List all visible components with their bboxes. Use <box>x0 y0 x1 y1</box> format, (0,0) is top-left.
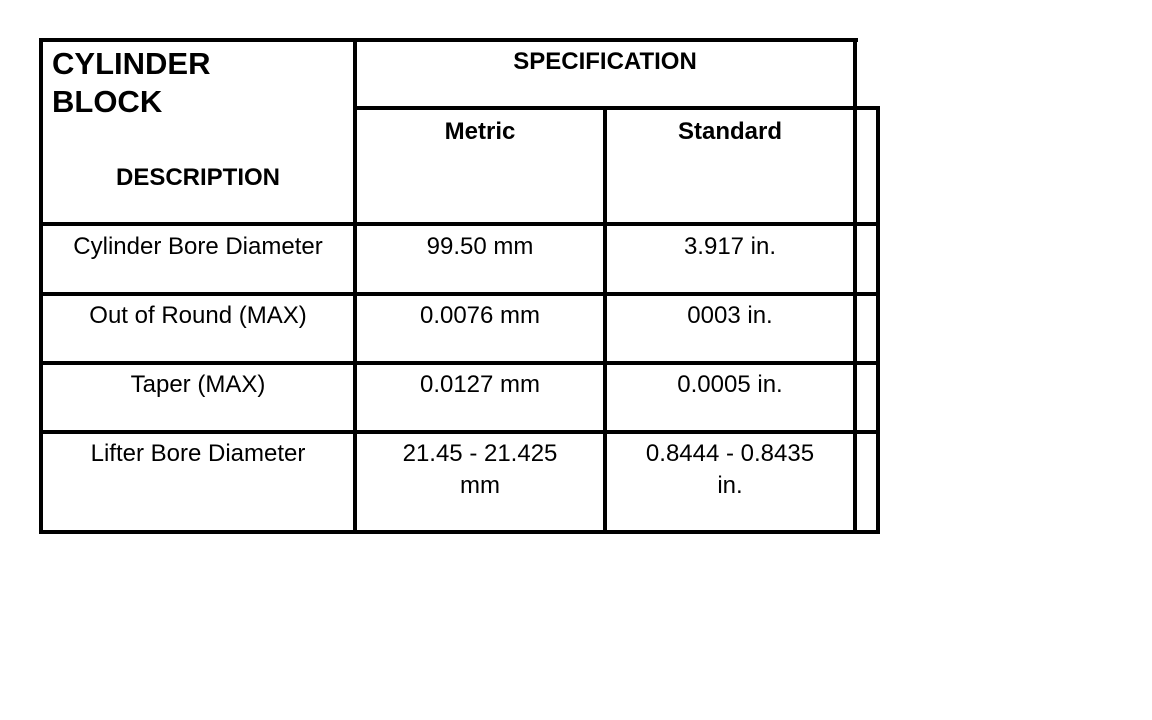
description-cell: Cylinder Bore Diameter <box>73 233 323 260</box>
metric-cell: 0.0127 mm <box>419 371 541 398</box>
standard-cell: 0.0005 in. <box>677 371 783 398</box>
header-divider-line <box>354 106 880 110</box>
standard-cell <box>607 438 853 502</box>
row-divider-line <box>39 430 880 434</box>
title-line: BLOCK <box>52 84 163 119</box>
description-cell: Taper (MAX) <box>130 371 266 398</box>
metric-cell <box>357 438 603 502</box>
standard-header: Standard <box>677 118 782 145</box>
metric-value-line: 21.45 - 21.425 <box>402 440 558 467</box>
metric-cell: 99.50 mm <box>426 233 534 260</box>
table-right-border <box>876 106 880 534</box>
standard-cell: 0003 in. <box>687 302 773 329</box>
metric-unit-line: mm <box>460 472 500 499</box>
row-divider-line <box>39 361 880 365</box>
metric-cell: 0.0076 mm <box>419 302 541 329</box>
metric-header: Metric <box>444 118 516 145</box>
standard-unit-line: in. <box>717 472 743 499</box>
row-divider-line <box>39 292 880 296</box>
table-bottom-border <box>39 530 880 534</box>
description-header: DESCRIPTION <box>115 164 280 191</box>
table-top-border <box>39 38 858 42</box>
specification-header: SPECIFICATION <box>513 48 697 75</box>
table-title <box>52 45 352 121</box>
standard-cell: 3.917 in. <box>683 233 777 260</box>
standard-value-line: 0.8444 - 0.8435 <box>645 440 815 467</box>
header-bottom-line <box>39 222 880 226</box>
title-line: CYLINDER <box>52 46 211 81</box>
column-divider-line <box>853 38 857 534</box>
description-cell: Out of Round (MAX) <box>89 302 307 329</box>
description-cell: Lifter Bore Diameter <box>90 440 306 467</box>
